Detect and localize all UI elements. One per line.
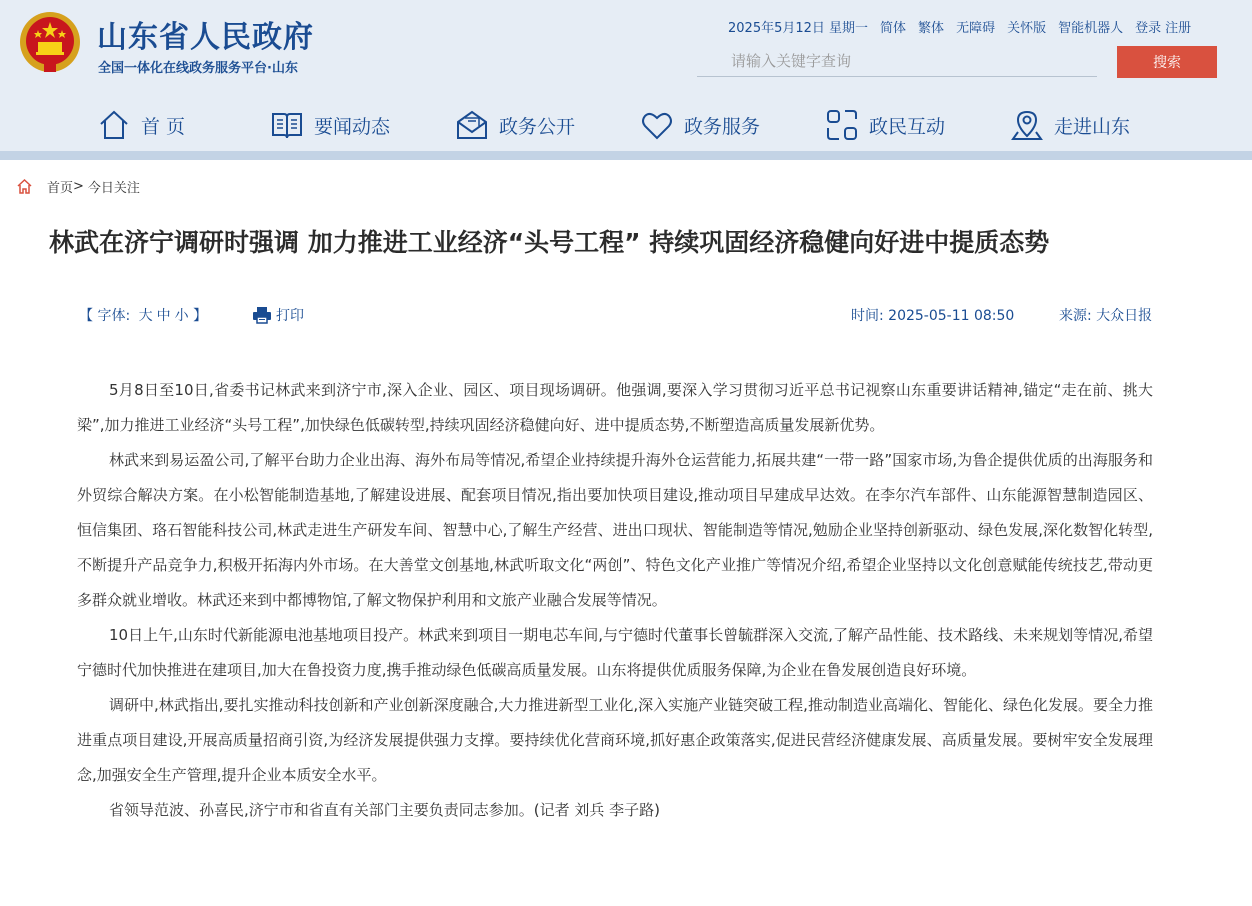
source-label: 来源: <box>1059 308 1092 324</box>
link-accessibility[interactable]: 无障碍 <box>956 21 996 36</box>
link-simplified[interactable]: 简体 <box>880 21 907 36</box>
font-size-large[interactable]: 大 <box>138 308 153 324</box>
search-box <box>697 46 1097 77</box>
top-links <box>728 17 1191 35</box>
main-nav <box>0 103 1252 147</box>
link-login[interactable]: 登录 <box>1135 21 1162 36</box>
nav-item-label: 要闻动态 <box>314 115 391 138</box>
article-source <box>1059 305 1152 325</box>
link-care-mode[interactable]: 关怀版 <box>1007 21 1047 36</box>
nav-item-open-government[interactable] <box>455 103 575 147</box>
heart-icon <box>640 108 674 142</box>
national-emblem-icon[interactable] <box>18 10 82 76</box>
nav-item-label: 走进山东 <box>1054 115 1131 138</box>
publish-time <box>851 305 1014 325</box>
site-header <box>0 0 1252 151</box>
link-register[interactable]: 注册 <box>1165 21 1192 36</box>
envelope-icon <box>455 108 489 142</box>
print-button[interactable] <box>252 305 304 325</box>
current-date: 2025年5月12日 星期一 <box>728 21 869 36</box>
auth-links <box>1135 17 1191 35</box>
nav-item-services[interactable] <box>640 103 760 147</box>
print-label: 打印 <box>276 308 304 324</box>
site-title[interactable]: 山东省人民政府 <box>97 20 314 55</box>
font-size-medium[interactable]: 中 <box>156 308 171 324</box>
nav-item-news[interactable] <box>270 103 390 147</box>
article-paragraph: 省领导范波、孙喜民,济宁市和省直有关部门主要负责同志参加。(记者 刘兵 李子路) <box>109 801 661 819</box>
breadcrumb <box>16 177 140 195</box>
site-subtitle: 全国一体化在线政务服务平台·山东 <box>98 61 298 76</box>
nav-item-home[interactable] <box>97 103 185 147</box>
article-paragraph: 5月8日至10日,省委书记林武来到济宁市,深入企业、园区、项目现场调研。他强调,要深入学习贯彻习近平总书记视察山东重要讲话精神,锚定“走在前、挑大梁”,加力推进工业经济“头号工程”,加快绿色低碳转型,持续巩固经济稳健向好、进中提质态势,不断塑造高质量发展新优势。 <box>77 381 1153 434</box>
article-title: 林武在济宁调研时强调 加力推进工业经济“头号工程” 持续巩固经济稳健向好进中提质态势 <box>49 228 1050 257</box>
nav-item-label: 首 页 <box>141 115 186 138</box>
book-icon <box>270 108 304 142</box>
home-icon[interactable] <box>16 178 33 195</box>
search-input[interactable] <box>697 46 1097 76</box>
time-value: 2025-05-11 08:50 <box>888 308 1015 324</box>
interaction-icon <box>825 108 859 142</box>
nav-item-label: 政务服务 <box>684 115 761 138</box>
link-traditional[interactable]: 繁体 <box>918 21 945 36</box>
printer-icon <box>252 306 272 324</box>
breadcrumb-current[interactable]: 今日关注 <box>87 180 140 196</box>
font-label: 【 字体: <box>79 308 135 324</box>
article-paragraph: 10日上午,山东时代新能源电池基地项目投产。林武来到项目一期电芯车间,与宁德时代董事长曾毓群深入交流,了解产品性能、技术路线、未来规划等情况,希望宁德时代加快推进在建项目,加大在鲁投资力度,携手推动绿色低碳高质量发展。山东将提供优质服务保障,为企业在鲁发展创造良好环境。 <box>77 626 1153 679</box>
font-size-small[interactable]: 小 <box>174 308 189 324</box>
time-label: 时间: <box>851 308 884 324</box>
article-paragraph: 调研中,林武指出,要扎实推动科技创新和产业创新深度融合,大力推进新型工业化,深入实施产业链突破工程,推动制造业高端化、智能化、绿色化发展。要全力推进重点项目建设,开展高质量招商引资,为经济发展提供强力支撑。要持续优化营商环境,抓好惠企政策落实,促进民营经济健康发展、高质量发展。要树牢安全发展理念,加强安全生产管理,提升企业本质安全水平。 <box>77 696 1153 784</box>
search-button[interactable]: 搜索 <box>1117 46 1217 78</box>
font-size-control <box>79 305 207 325</box>
nav-item-interaction[interactable] <box>825 103 945 147</box>
font-close: 】 <box>188 308 208 324</box>
article-body <box>77 373 1153 828</box>
nav-item-about-shandong[interactable] <box>1010 103 1130 147</box>
breadcrumb-separator: > <box>73 178 84 194</box>
nav-item-label: 政民互动 <box>869 115 946 138</box>
header-divider <box>0 151 1252 160</box>
home-icon <box>97 108 131 142</box>
link-smart-robot[interactable]: 智能机器人 <box>1058 21 1124 36</box>
source-value: 大众日报 <box>1096 308 1153 324</box>
nav-item-label: 政务公开 <box>499 115 576 138</box>
article-paragraph: 林武来到易运盈公司,了解平台助力企业出海、海外布局等情况,希望企业持续提升海外仓运营能力,拓展共建“一带一路”国家市场,为鲁企提供优质的出海服务和外贸综合解决方案。在小松智能制造基地,了解建设进展、配套项目情况,指出要加快项目建设,推动项目早建成早达效。在李尔汽车部件、山东能源智慧制造园区、恒信集团、珞石智能科技公司,林武走进生产研发车间、智慧中心,了解生产经营、进出口现状、智能制造等情况,勉励企业坚持创新驱动、绿色发展,深化数智化转型,不断提升产品竞争力,积极开拓海内外市场。在大善堂文创基地,林武听取文化“两创”、特色文化产业推广等情况介绍,希望企业坚持以文化创意赋能传统技艺,带动更多群众就业增收。林武还来到中都博物馆,了解文物保护利用和文旅产业融合发展等情况。 <box>77 451 1153 609</box>
breadcrumb-home[interactable]: 首页 <box>47 180 74 196</box>
location-icon <box>1010 108 1044 142</box>
